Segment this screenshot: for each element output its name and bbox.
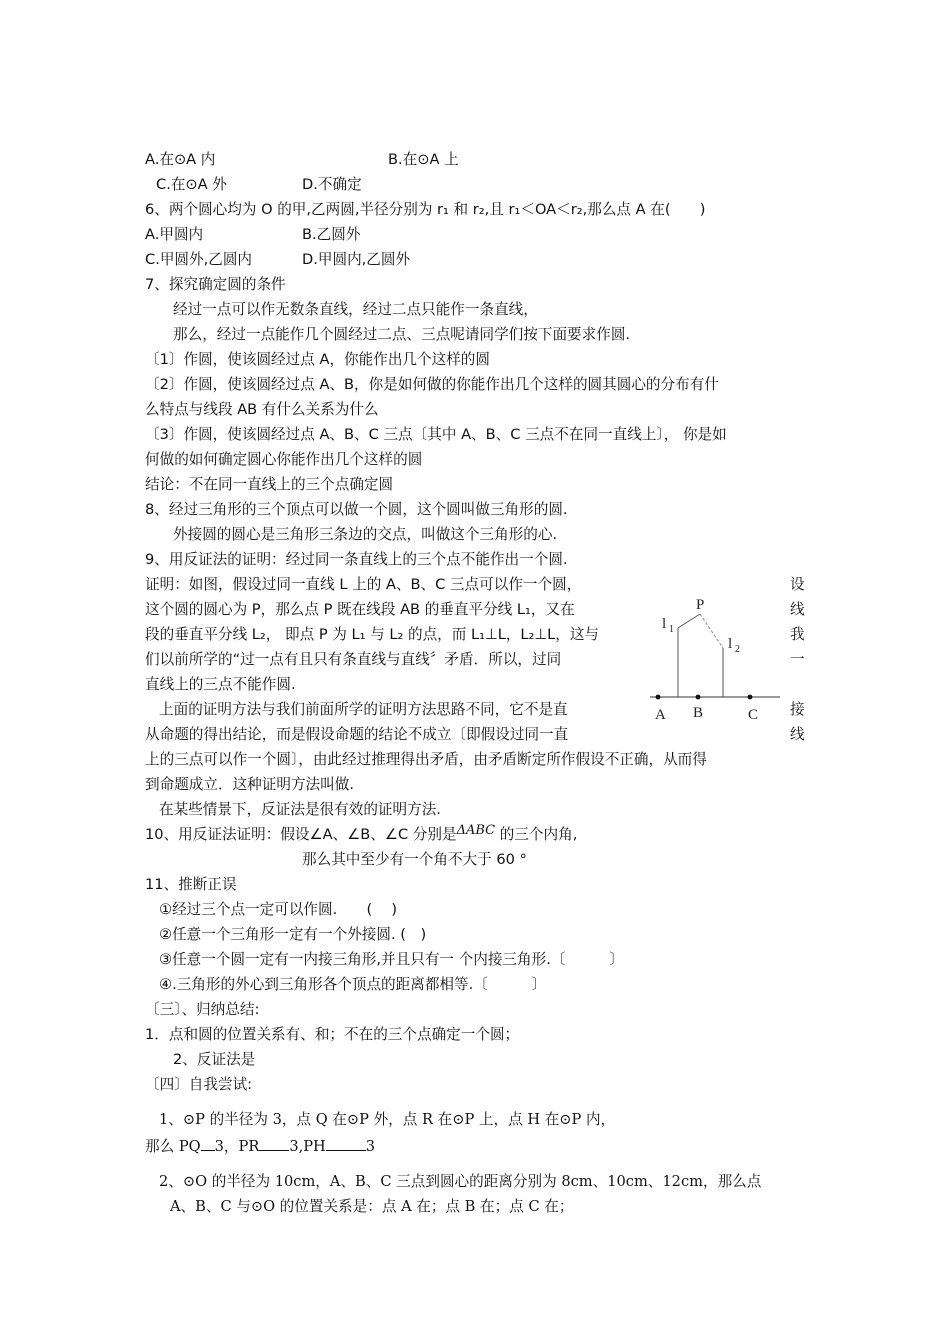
q9-proof-line6: 上面的证明方法与我们前面所学的证明方法思路不同，它不是直: [159, 701, 568, 718]
q9-proof-line2: 这个圆的圆心为 P，那么点 P 既在线段 AB 的垂直平分线 L₁，又在: [145, 601, 575, 618]
q10-line1-pre: 10、用反证法证明：假设∠A、∠B、∠C 分别是: [145, 826, 457, 843]
label-l2: l: [728, 636, 733, 652]
summary-item1: 1．点和圆的位置关系有、和；不在的三个点确定一个圆；: [145, 1026, 520, 1043]
q11-item4: ④.三角形的外心到三角形各个顶点的距离都相等.〔 〕: [159, 976, 547, 993]
q6-stem: 6、两个圆心均为 O 的甲,乙两圆,半径分别为 r₁ 和 r₂,且 r₁＜OA＜r₂,那么点 A 在( ): [145, 201, 706, 218]
q11-title: 11、推断正误: [145, 876, 237, 893]
self-test-q1-line2: [145, 1136, 375, 1157]
q5-option-a: A.在⊙A 内: [145, 151, 216, 168]
q9-proof-line8: 上的三点可以作一个圆〕，由此经过推理得出矛盾，由矛盾断定所作假设不正确，从而得: [145, 751, 707, 768]
label-l2-sub: 2: [735, 644, 740, 655]
q10-line1: [145, 825, 577, 846]
q9-title: 9、用反证法的证明：经过同一条直线上的三个点不能作出一个圆.: [145, 551, 568, 568]
point-a: [656, 695, 661, 700]
q8-line2: 外接圆的圆心是三角形三条边的交点，叫做这个三角形的心.: [173, 526, 558, 543]
q9-proof-line6-end: 接: [790, 701, 805, 718]
label-l1-sub: 1: [669, 624, 674, 635]
q9-proof-line7: 从命题的得出结论，而是假设命题的结论不成立〔即假设过同一直: [145, 726, 569, 743]
q7-title: 7、探究确定圆的条件: [145, 276, 286, 293]
self-test-q2-line1: 2、⊙O 的半径为 10cm，A、B、C 三点到圆心的距离分别为 8cm、10cm、12cm，那么点: [159, 1173, 762, 1190]
q9-proof-line1: 证明：如图，假设过同一直线 L 上的 A、B、C 三点可以作一个圆，: [145, 576, 582, 593]
label-c: C: [748, 707, 759, 723]
q1-pr-blank[interactable]: [259, 1136, 289, 1151]
q5-option-d: D.不确定: [302, 176, 362, 193]
q10-line1-post: 的三个内角,: [499, 826, 578, 843]
q6-option-a: A.甲圆内: [145, 226, 204, 243]
q11-item1: ①经过三个点一定可以作圆. ( ): [159, 901, 398, 918]
label-p: P: [696, 597, 705, 613]
triangle-abc: ΔABC: [456, 823, 496, 838]
q9-proof-line1-end: 设: [790, 576, 805, 593]
perpendicular-bisector-figure: [640, 588, 790, 728]
self-test-q2-line2: A、B、C 与⊙O 的位置关系是：点 A 在；点 B 在；点 C 在；: [170, 1198, 574, 1215]
q1-pq-blank[interactable]: [201, 1136, 215, 1151]
q9-proof-line5: 直线上的三点不能作圆.: [145, 676, 296, 693]
q8-line1: 8、经过三角形的三个顶点可以做一个圆，这个圆叫做三角形的圆.: [145, 501, 568, 518]
q9-proof-line4-end: 一: [790, 651, 805, 668]
q11-item2: ②任意一个三角形一定有一个外接圆. ( ): [159, 926, 427, 943]
q1-ph-value: 3: [365, 1138, 376, 1155]
q9-proof-line7-end: 线: [790, 726, 805, 743]
q7-conclusion: 结论：不在同一直线上的三个点确定圆: [145, 476, 394, 493]
q6-option-c: C.甲圆外,乙圆内: [145, 251, 253, 268]
q7-item3-line2: 何做的如何确定圆心你能作出几个这样的圆: [145, 451, 423, 468]
q9-proof-line3: 段的垂直平分线 L₂， 即点 P 为 L₁ 与 L₂ 的点，而 L₁⊥L，L₂⊥L，这与: [145, 626, 600, 643]
self-test-title: 〔四〕自我尝试:: [145, 1076, 253, 1093]
q9-proof-line4: 们以前所学的“过一点有且只有条直线与直线〞矛盾．所以，过同: [145, 651, 562, 668]
q9-proof-line9: 到命题成立．这种证明方法叫做.: [145, 776, 354, 793]
q10-line2: 那么其中至少有一个角不大于 60 °: [302, 851, 527, 868]
q1-pr-label: 3，PR: [214, 1138, 260, 1155]
q7-item3-line1: 〔3〕作圆，使该圆经过点 A、B、C 三点〔其中 A、B、C 三点不在同一直线上〕， 你是如: [145, 426, 727, 443]
q7-line2: 那么，经过一点能作几个圆经过二点、三点呢请同学们按下面要求作圆.: [173, 326, 631, 343]
q6-option-d: D.甲圆内,乙圆外: [302, 251, 411, 268]
q9-proof-line2-end: 线: [790, 601, 805, 618]
q5-option-c: C.在⊙A 外: [156, 176, 227, 193]
label-a: A: [655, 707, 666, 723]
q9-proof-line10: 在某些情景下，反证法是很有效的证明方法.: [159, 801, 441, 818]
summary-title: 〔三〕、归纳总结:: [145, 1001, 260, 1018]
q7-item2-line1: 〔2〕作圆，使该圆经过点 A、B，你是如何做的你能作出几个这样的圆其圆心的分布有什: [145, 376, 719, 393]
q1-ph-label: 3,PH: [289, 1138, 326, 1155]
line-l1-top: [678, 614, 700, 628]
q5-option-b: B.在⊙A 上: [388, 151, 459, 168]
q6-option-b: B.乙圆外: [302, 226, 361, 243]
q1-pq-label: 那么 PQ: [145, 1138, 201, 1155]
self-test-q1-line1: 1、⊙P 的半径为 3，点 Q 在⊙P 外，点 R 在⊙P 上，点 H 在⊙P 内，: [159, 1111, 616, 1128]
point-c: [748, 695, 753, 700]
q7-line1: 经过一点可以作无数条直线，经过二点只能作一条直线，: [173, 301, 538, 318]
q7-item1: 〔1〕作圆，使该圆经过点 A，你能作出几个这样的圆: [145, 351, 490, 368]
q1-ph-blank[interactable]: [326, 1136, 366, 1151]
q9-proof-line3-end: 我: [790, 626, 805, 643]
q7-item2-line2: 么特点与线段 AB 有什么关系为什么: [145, 401, 379, 418]
label-b: B: [693, 705, 704, 721]
label-l1: l: [662, 616, 667, 632]
summary-item2: 2、反证法是: [173, 1051, 256, 1068]
point-b: [696, 695, 701, 700]
line-p-l2-dashed: [700, 614, 723, 648]
q11-item3: ③任意一个圆一定有一内接三角形,并且只有一 个内接三角形.〔 〕: [159, 951, 624, 968]
